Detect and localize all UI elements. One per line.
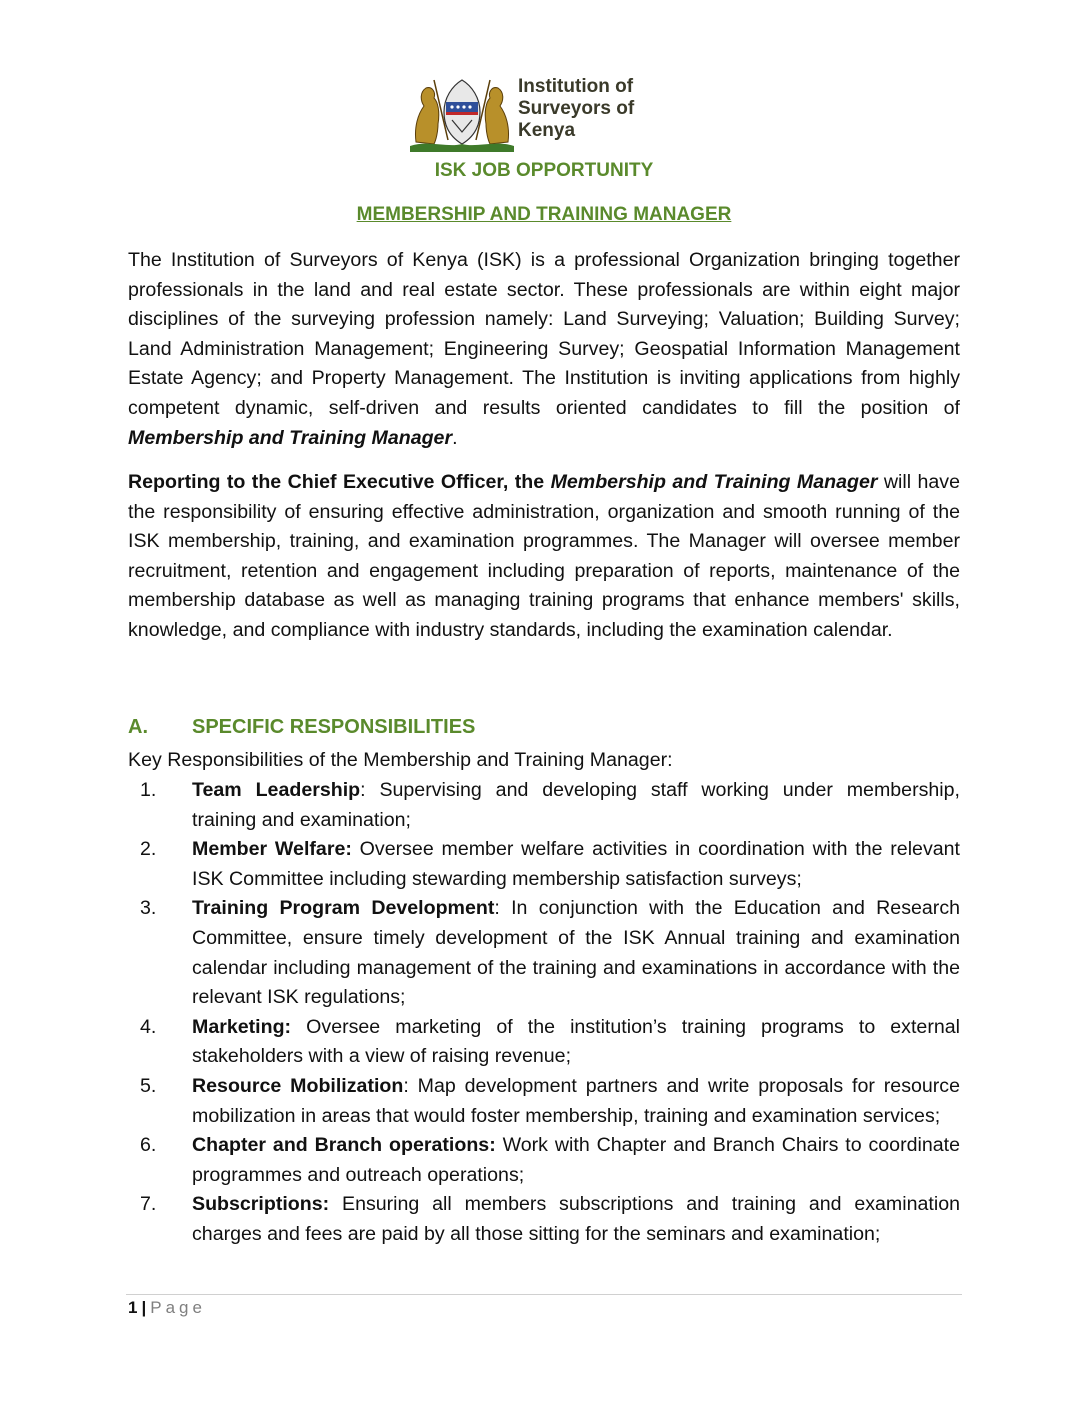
page-number: 1 [128,1298,138,1317]
item-number: 6. [140,1134,157,1157]
item-title: Member Welfare: [192,838,352,861]
list-item [128,894,960,1012]
footer-separator: | [141,1298,147,1317]
list-item [128,1131,960,1190]
coat-of-arms-icon [408,72,516,152]
item-title: Subscriptions: [192,1193,330,1216]
section-title: SPECIFIC RESPONSIBILITIES [192,716,476,738]
intro-emphasis: Membership and Training Manager [128,426,453,449]
item-separator: : [360,779,380,801]
reporting-text: will have the responsibility of ensuring effective administration, organization and smooth running of the ISK membership, training, and examination programmes. The Manager will oversee member recruitment, retention and engagement including preparation of reports, maintenance of the membership database as well as managing training programs that enhance members' skills, knowledge, and compliance with industry standards, including the examination calendar. [128,471,960,641]
logo-wordmark [518,76,634,142]
item-text: Oversee marketing of the institution’s training programs to external stakeholders with a view of raising revenue; [192,1015,960,1068]
item-separator: : [403,1074,418,1097]
item-title: Team Leadership [192,779,361,801]
position-title: MEMBERSHIP AND TRAINING MANAGER [356,204,732,225]
item-text: In conjunction with the Education and Research Committee, ensure timely development of the ISK Annual training and examination calendar including management of the training and examinations in accordance with the relevant ISK regulations; [192,897,961,1009]
logo-line-2: Surveyors of [518,98,635,119]
logo-line-1: Institution of [518,76,634,97]
item-text: Ensuring all members subscriptions and training and examination charges and fees are paid by all those sitting for the seminars and examination; [192,1193,960,1245]
list-item [128,1013,960,1072]
section-intro: Key Responsibilities of the Membership and Training Manager: [128,749,673,771]
footer-divider [126,1294,962,1295]
item-number: 7. [140,1193,157,1216]
list-item [128,835,960,894]
item-title: Marketing: [192,1015,292,1038]
item-number: 4. [140,1015,157,1038]
item-separator [352,838,360,860]
page-label: Page [150,1298,206,1317]
item-number: 5. [140,1074,157,1097]
list-item [128,1190,960,1249]
intro-end: . [452,426,458,449]
item-title: Resource Mobilization [192,1074,404,1097]
item-text: Oversee member welfare activities in coordination with the relevant ISK Committee including stewarding membership satisfaction surveys; [192,838,960,890]
isk-logo [408,72,678,152]
item-separator [291,1016,306,1038]
intro-text: The Institution of Surveyors of Kenya (ISK) is a professional Organization bringing together professionals in the land and real estate sector. These professionals are within eight major disciplines of the surveying profession namely: Land Surveying; Valuation; Building Survey; Land Administration Management; Engineering Survey; Geospatial Information Management Estate Agency; and Property Management. The Institution is inviting applications from highly competent dynamic, self-driven and results oriented candidates to fill the position of [128,249,960,419]
item-separator [496,1134,503,1156]
responsibilities-list [128,776,960,1250]
item-number: 2. [140,838,157,861]
list-item [128,776,960,835]
item-number: 1. [140,779,157,801]
section-letter: A. [128,716,148,738]
section-heading [128,716,475,739]
item-text: Supervising and developing staff working under membership, training and examination; [192,779,960,831]
item-separator [329,1193,342,1215]
list-item [128,1072,960,1131]
item-text: Work with Chapter and Branch Chairs to coordinate programmes and outreach operations; [192,1134,960,1186]
reporting-emphasis: Membership and Training Manager [550,471,878,493]
reporting-paragraph [128,468,960,646]
page-footer [128,1298,206,1318]
item-separator: : [494,897,512,920]
item-title: Chapter and Branch operations: [192,1134,496,1157]
item-title: Training Program Development [192,897,495,920]
logo-line-3: Kenya [518,120,576,141]
intro-paragraph [128,246,960,453]
job-opportunity-heading: ISK JOB OPPORTUNITY [434,160,654,181]
item-text: Map development partners and write proposals for resource mobilization in areas that would foster membership, training and examination services; [192,1074,961,1127]
item-number: 3. [140,897,157,920]
reporting-lead: Reporting to the Chief Executive Officer, the [128,471,551,493]
